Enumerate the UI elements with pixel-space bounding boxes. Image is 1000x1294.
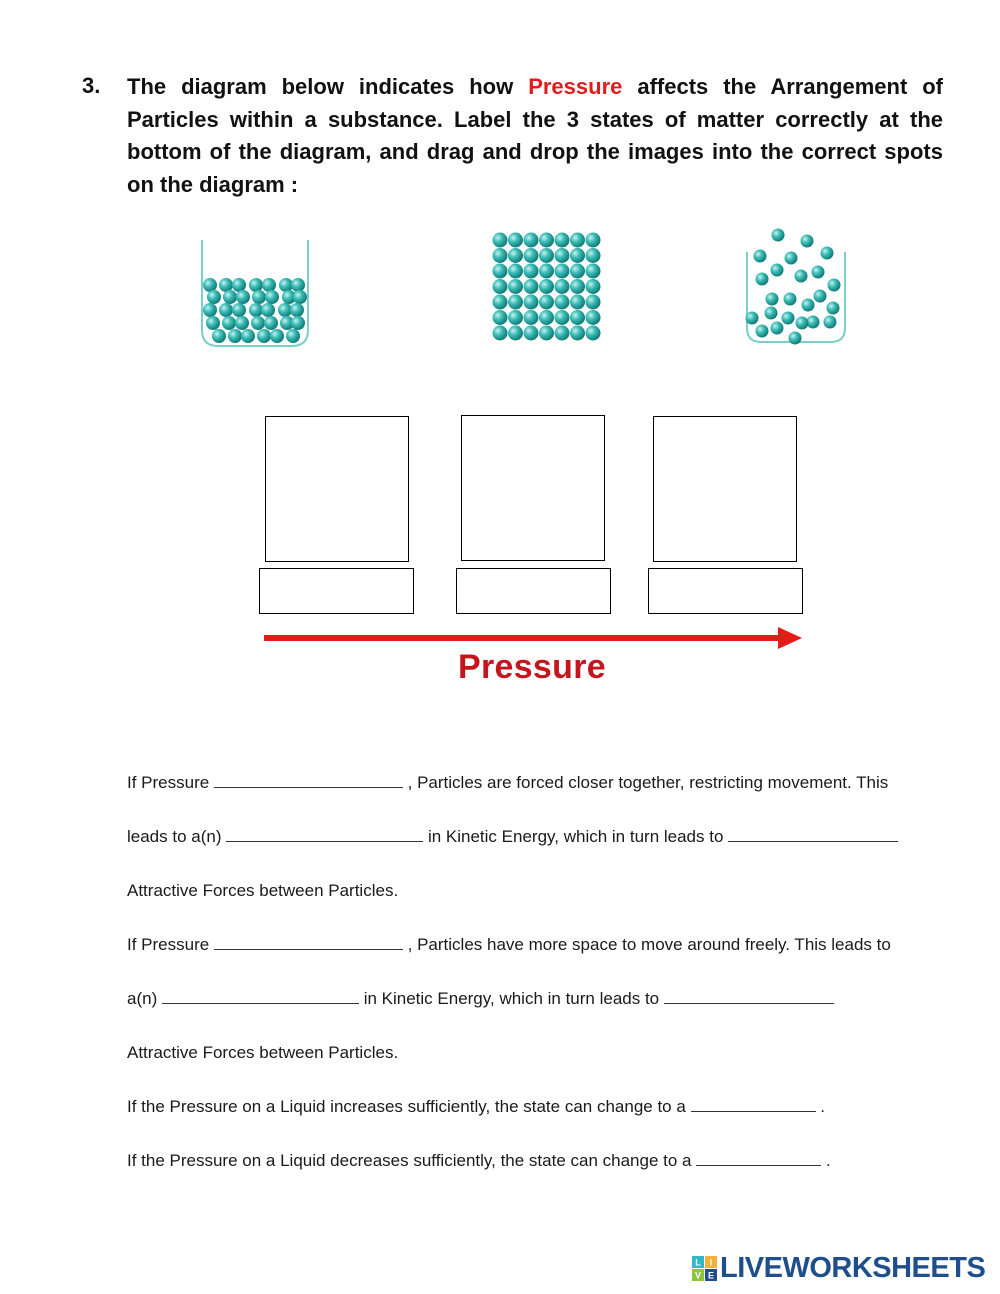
- solid-particle: [586, 326, 601, 341]
- liquid-particles-image[interactable]: [202, 240, 308, 346]
- logo-letter-l: L: [695, 1257, 701, 1267]
- liquid-particle: [232, 278, 246, 292]
- solid-particle: [524, 310, 539, 325]
- solid-particle: [524, 233, 539, 248]
- gas-particle: [746, 312, 759, 325]
- gas-particle: [814, 290, 827, 303]
- solid-particle: [493, 248, 508, 263]
- solid-particle: [539, 326, 554, 341]
- blank-8[interactable]: [696, 1151, 821, 1166]
- sentence-2-part-a: leads to a(n): [127, 827, 227, 846]
- liquid-particle: [286, 329, 300, 343]
- liquid-particle: [212, 329, 226, 343]
- liquid-particle: [251, 316, 265, 330]
- liquid-particle: [265, 290, 279, 304]
- liquid-particle: [236, 290, 250, 304]
- sentence-8: [127, 1151, 831, 1171]
- liquid-particle: [223, 290, 237, 304]
- gas-particle: [796, 317, 809, 330]
- solid-particle: [508, 264, 523, 279]
- solid-particle: [493, 279, 508, 294]
- logo-letter-i: I: [709, 1257, 713, 1267]
- liquid-particle: [279, 278, 293, 292]
- liquid-particle: [203, 303, 217, 317]
- gas-particle: [821, 247, 834, 260]
- question-text-after: affects the Arrangement of Particles within a substance. Label the 3 states of matter correctly at the bottom of the diagram, and drag and drop the images into the correct spots on the diagram :: [127, 74, 943, 197]
- sentence-5-part-b: in Kinetic Energy, which in turn leads to: [358, 989, 664, 1008]
- liquid-particle: [206, 316, 220, 330]
- solid-particle: [524, 264, 539, 279]
- gas-particles-image[interactable]: [746, 229, 846, 345]
- gas-particle: [756, 325, 769, 338]
- brand-name: LIVEWORKSHEETS: [720, 1252, 986, 1284]
- solid-particle: [524, 295, 539, 310]
- gas-particle: [802, 299, 815, 312]
- solid-particle: [555, 326, 570, 341]
- gas-particle: [801, 235, 814, 248]
- gas-particle: [828, 279, 841, 292]
- liquid-particle: [219, 278, 233, 292]
- image-drop-zone-3[interactable]: [653, 416, 797, 562]
- state-label-field-1[interactable]: [259, 568, 414, 614]
- solid-particle: [586, 233, 601, 248]
- image-drop-zone-2[interactable]: [461, 415, 605, 561]
- gas-particle: [827, 302, 840, 315]
- solid-particle: [570, 279, 585, 294]
- liquid-particle: [291, 316, 305, 330]
- solid-particle: [570, 310, 585, 325]
- gas-particle: [824, 316, 837, 329]
- sentence-8-part-b: .: [821, 1151, 831, 1170]
- sentence-7: [127, 1097, 825, 1117]
- liquid-particle: [207, 290, 221, 304]
- liquid-particle: [252, 290, 266, 304]
- liquid-particle: [203, 278, 217, 292]
- solid-particle: [586, 295, 601, 310]
- sentence-5-part-a: a(n): [127, 989, 162, 1008]
- gas-particle: [756, 273, 769, 286]
- liquid-particle: [257, 329, 271, 343]
- state-label-field-3[interactable]: [648, 568, 803, 614]
- solid-particle: [524, 248, 539, 263]
- sentence-1-part-b: , Particles are forced closer together, restricting movement. This: [402, 773, 889, 792]
- sentence-1-part-a: If Pressure: [127, 773, 214, 792]
- liquid-particle: [278, 303, 292, 317]
- solid-particle: [555, 279, 570, 294]
- solid-particle: [570, 233, 585, 248]
- liquid-particle: [291, 278, 305, 292]
- sentence-8-part-a: If the Pressure on a Liquid decreases sufficiently, the state can change to a: [127, 1151, 697, 1170]
- liquid-particle: [261, 303, 275, 317]
- sentence-2-part-b: in Kinetic Energy, which in turn leads to: [423, 827, 729, 846]
- sentence-4: [127, 935, 891, 955]
- solid-particle: [493, 295, 508, 310]
- gas-particle: [766, 293, 779, 306]
- gas-particle: [789, 332, 802, 345]
- liveworksheets-logo-icon: [692, 1256, 718, 1282]
- blank-6[interactable]: [664, 989, 834, 1004]
- liveworksheets-logo: [692, 1252, 985, 1285]
- solid-particle: [524, 326, 539, 341]
- solid-particle: [555, 264, 570, 279]
- liquid-particle: [270, 329, 284, 343]
- liquid-particle: [249, 278, 263, 292]
- solid-particle: [555, 248, 570, 263]
- solid-particle: [539, 310, 554, 325]
- solid-particle: [508, 248, 523, 263]
- solid-particle: [508, 326, 523, 341]
- question-number: 3.: [82, 73, 101, 98]
- gas-particle: [765, 307, 778, 320]
- solid-particle: [570, 295, 585, 310]
- solid-particle: [508, 279, 523, 294]
- liquid-particle: [228, 329, 242, 343]
- liquid-particle: [293, 290, 307, 304]
- gas-particle: [782, 312, 795, 325]
- liquid-particle: [262, 278, 276, 292]
- solid-particle: [555, 295, 570, 310]
- solid-particle: [508, 233, 523, 248]
- question-text-before: The diagram below indicates how: [127, 74, 529, 99]
- sentence-5: [127, 989, 834, 1009]
- solid-particles-image[interactable]: [493, 233, 601, 341]
- solid-particle: [539, 248, 554, 263]
- gas-particle: [784, 293, 797, 306]
- solid-particle: [570, 326, 585, 341]
- logo-letter-v: V: [694, 1270, 702, 1280]
- solid-particle: [570, 264, 585, 279]
- sentence-7-part-b: .: [815, 1097, 825, 1116]
- solid-particle: [539, 264, 554, 279]
- liquid-particle: [249, 303, 263, 317]
- gas-particle: [795, 270, 808, 283]
- state-label-field-2[interactable]: [456, 568, 611, 614]
- solid-particle: [508, 310, 523, 325]
- sentence-3: Attractive Forces between Particles.: [127, 881, 399, 900]
- blank-1[interactable]: [214, 773, 403, 788]
- liquid-particle: [219, 303, 233, 317]
- solid-particle: [539, 279, 554, 294]
- solid-particle: [586, 264, 601, 279]
- blank-2[interactable]: [226, 827, 423, 842]
- liquid-particle: [232, 303, 246, 317]
- gas-particle: [812, 266, 825, 279]
- pressure-label: Pressure: [458, 648, 606, 686]
- solid-particle: [493, 233, 508, 248]
- solid-particle: [508, 295, 523, 310]
- sentence-6: Attractive Forces between Particles.: [127, 1043, 399, 1062]
- solid-particle: [586, 310, 601, 325]
- question-highlight: Pressure: [528, 74, 623, 99]
- blank-5[interactable]: [162, 989, 359, 1004]
- sentence-1: [127, 773, 888, 793]
- gas-particle: [785, 252, 798, 265]
- solid-particle: [493, 310, 508, 325]
- solid-particle: [586, 279, 601, 294]
- sentence-4-part-b: , Particles have more space to move around freely. This leads to: [402, 935, 891, 954]
- solid-particle: [555, 233, 570, 248]
- solid-particle: [539, 233, 554, 248]
- liquid-particle: [264, 316, 278, 330]
- liquid-particle: [290, 303, 304, 317]
- blank-7[interactable]: [691, 1097, 816, 1112]
- liquid-particle: [241, 329, 255, 343]
- gas-particle: [771, 322, 784, 335]
- solid-particle: [586, 248, 601, 263]
- image-drop-zone-1[interactable]: [265, 416, 409, 562]
- blank-4[interactable]: [214, 935, 403, 950]
- particle-images: [0, 0, 1000, 360]
- liquid-particle: [235, 316, 249, 330]
- sentence-2: [127, 827, 898, 847]
- liquid-particle: [222, 316, 236, 330]
- gas-particle: [807, 316, 820, 329]
- solid-particle: [570, 248, 585, 263]
- sentence-4-part-a: If Pressure: [127, 935, 214, 954]
- gas-particle: [772, 229, 785, 242]
- solid-particle: [524, 279, 539, 294]
- gas-particle: [754, 250, 767, 263]
- gas-particle: [771, 264, 784, 277]
- solid-particle: [555, 310, 570, 325]
- sentence-7-part-a: If the Pressure on a Liquid increases sufficiently, the state can change to a: [127, 1097, 691, 1116]
- solid-particle: [493, 326, 508, 341]
- blank-3[interactable]: [728, 827, 898, 842]
- solid-particle: [539, 295, 554, 310]
- solid-particle: [493, 264, 508, 279]
- logo-letter-e: E: [707, 1270, 715, 1280]
